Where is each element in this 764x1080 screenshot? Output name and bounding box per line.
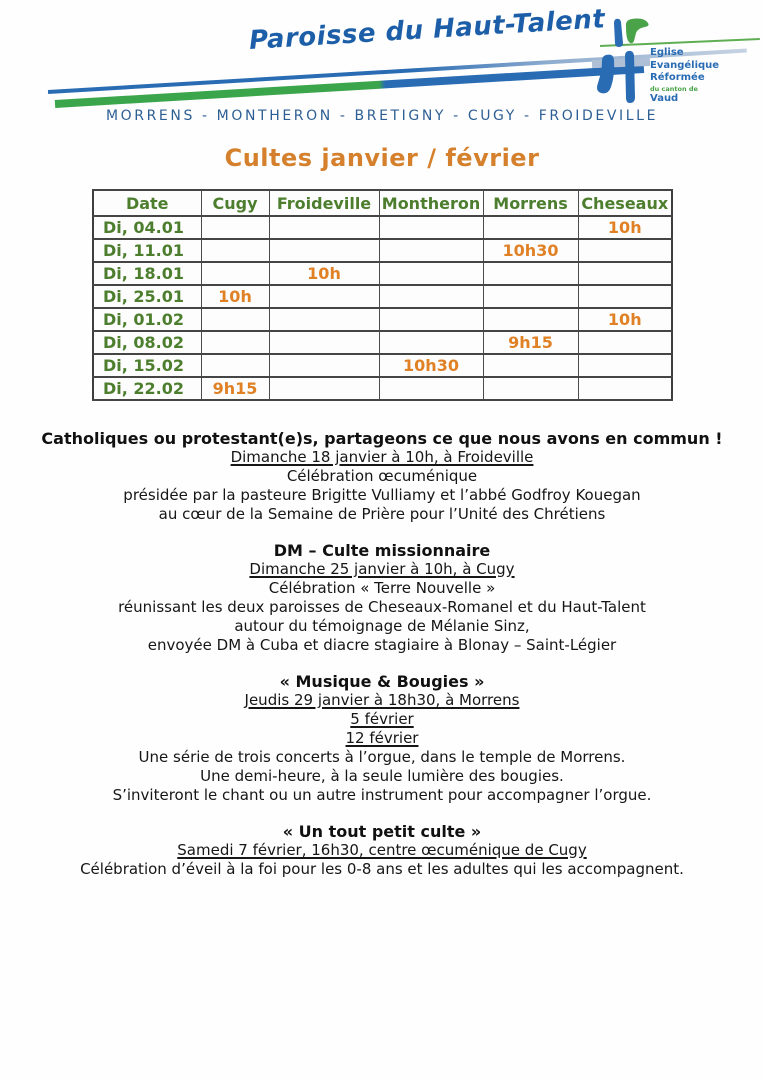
eerv-logo-text <box>650 47 719 105</box>
time-cell <box>269 216 379 239</box>
logo-line-vaud: Vaud <box>650 92 679 104</box>
date-cell: Di, 22.02 <box>93 377 201 400</box>
section <box>0 429 764 524</box>
eerv-logo-icon <box>592 13 650 108</box>
section <box>0 672 764 805</box>
time-cell <box>483 354 578 377</box>
time-cell <box>201 239 269 262</box>
section-line: Une demi-heure, à la seule lumière des bougies. <box>200 767 564 785</box>
table-header-row <box>93 190 672 216</box>
time-cell <box>201 308 269 331</box>
time-cell: 10h <box>578 216 672 239</box>
section-line: Dimanche 18 janvier à 10h, à Froideville <box>230 448 534 466</box>
logo-line-eglise: Eglise <box>650 47 684 58</box>
date-cell: Di, 08.02 <box>93 331 201 354</box>
time-cell <box>201 331 269 354</box>
time-cell <box>269 331 379 354</box>
time-cell <box>201 262 269 285</box>
page-title: Cultes janvier / février <box>224 144 540 172</box>
time-cell <box>578 262 672 285</box>
time-cell <box>483 285 578 308</box>
time-cell: 10h <box>201 285 269 308</box>
parish-title: Paroisse du Haut-Talent <box>248 4 607 56</box>
time-cell <box>483 216 578 239</box>
section-line: 12 février <box>345 729 419 747</box>
section-line: présidée par la pasteure Brigitte Vulliamy et l’abbé Godfroy Kouegan <box>123 486 641 504</box>
section-heading: DM – Culte missionnaire <box>273 541 491 560</box>
time-cell <box>483 308 578 331</box>
table-row <box>93 377 672 400</box>
time-cell <box>379 308 483 331</box>
time-cell <box>269 239 379 262</box>
time-cell <box>379 262 483 285</box>
section-line: 5 février <box>350 710 414 728</box>
time-cell <box>269 285 379 308</box>
section-line: Célébration œcuménique <box>286 467 478 485</box>
section-line: autour du témoignage de Mélanie Sinz, <box>234 617 530 635</box>
section-line: réunissant les deux paroisses de Cheseaux-Romanel et du Haut-Talent <box>118 598 646 616</box>
section <box>0 822 764 879</box>
table-row <box>93 285 672 308</box>
date-cell: Di, 25.01 <box>93 285 201 308</box>
date-cell: Di, 11.01 <box>93 239 201 262</box>
section-line: Samedi 7 février, 16h30, centre œcuménique de Cugy <box>177 841 587 859</box>
date-cell: Di, 04.01 <box>93 216 201 239</box>
sections <box>0 429 764 879</box>
time-cell <box>201 216 269 239</box>
time-cell <box>578 285 672 308</box>
time-cell <box>379 331 483 354</box>
time-cell: 10h30 <box>483 239 578 262</box>
section-line: Une série de trois concerts à l’orgue, dans le temple de Morrens. <box>138 748 626 766</box>
time-cell: 9h15 <box>201 377 269 400</box>
time-cell <box>379 377 483 400</box>
date-cell: Di, 18.01 <box>93 262 201 285</box>
logo-line-reformee: Réformée <box>650 72 705 83</box>
time-cell <box>483 262 578 285</box>
table-row <box>93 354 672 377</box>
section-line: Célébration d’éveil à la foi pour les 0-8 ans et les adultes qui les accompagnent. <box>80 860 684 878</box>
section-line: Jeudis 29 janvier à 18h30, à Morrens <box>244 691 520 709</box>
date-cell: Di, 15.02 <box>93 354 201 377</box>
table-row <box>93 216 672 239</box>
time-cell <box>269 354 379 377</box>
time-cell <box>578 377 672 400</box>
section-heading: « Un tout petit culte » <box>282 822 482 841</box>
table-row <box>93 262 672 285</box>
time-cell <box>483 377 578 400</box>
time-cell <box>201 354 269 377</box>
time-cell <box>578 354 672 377</box>
column-header: Date <box>93 190 201 216</box>
schedule-table <box>92 189 673 401</box>
time-cell <box>269 377 379 400</box>
time-cell <box>578 331 672 354</box>
villages-line: MORRENS - MONTHERON - BRETIGNY - CUGY - FROIDEVILLE <box>105 108 659 124</box>
section-heading: « Musique & Bougies » <box>279 672 485 691</box>
column-header: Montheron <box>379 190 483 216</box>
table-row <box>93 239 672 262</box>
date-cell: Di, 01.02 <box>93 308 201 331</box>
table-row <box>93 331 672 354</box>
logo-line-evangelique: Evangélique <box>650 59 720 71</box>
section-line: Dimanche 25 janvier à 10h, à Cugy <box>249 560 515 578</box>
time-cell <box>379 216 483 239</box>
time-cell <box>379 239 483 262</box>
flyer-header <box>0 0 764 132</box>
column-header: Cheseaux <box>578 190 672 216</box>
section-line: Célébration « Terre Nouvelle » <box>268 579 496 597</box>
logo-line-canton: du canton de <box>650 84 698 93</box>
section-line: S’inviteront le chant ou un autre instrument pour accompagner l’orgue. <box>112 786 652 804</box>
column-header: Cugy <box>201 190 269 216</box>
section-line: envoyée DM à Cuba et diacre stagiaire à Blonay – Saint-Légier <box>147 636 617 654</box>
schedule-table-wrap <box>92 189 671 401</box>
table-row <box>93 308 672 331</box>
time-cell <box>578 239 672 262</box>
column-header: Froideville <box>269 190 379 216</box>
time-cell <box>379 285 483 308</box>
time-cell: 10h30 <box>379 354 483 377</box>
section <box>0 541 764 655</box>
time-cell <box>269 308 379 331</box>
time-cell: 10h <box>269 262 379 285</box>
time-cell: 10h <box>578 308 672 331</box>
column-header: Morrens <box>483 190 578 216</box>
section-heading: Catholiques ou protestant(e)s, partageons ce que nous avons en commun ! <box>41 429 723 448</box>
time-cell: 9h15 <box>483 331 578 354</box>
section-line: au cœur de la Semaine de Prière pour l’Unité des Chrétiens <box>158 505 606 523</box>
